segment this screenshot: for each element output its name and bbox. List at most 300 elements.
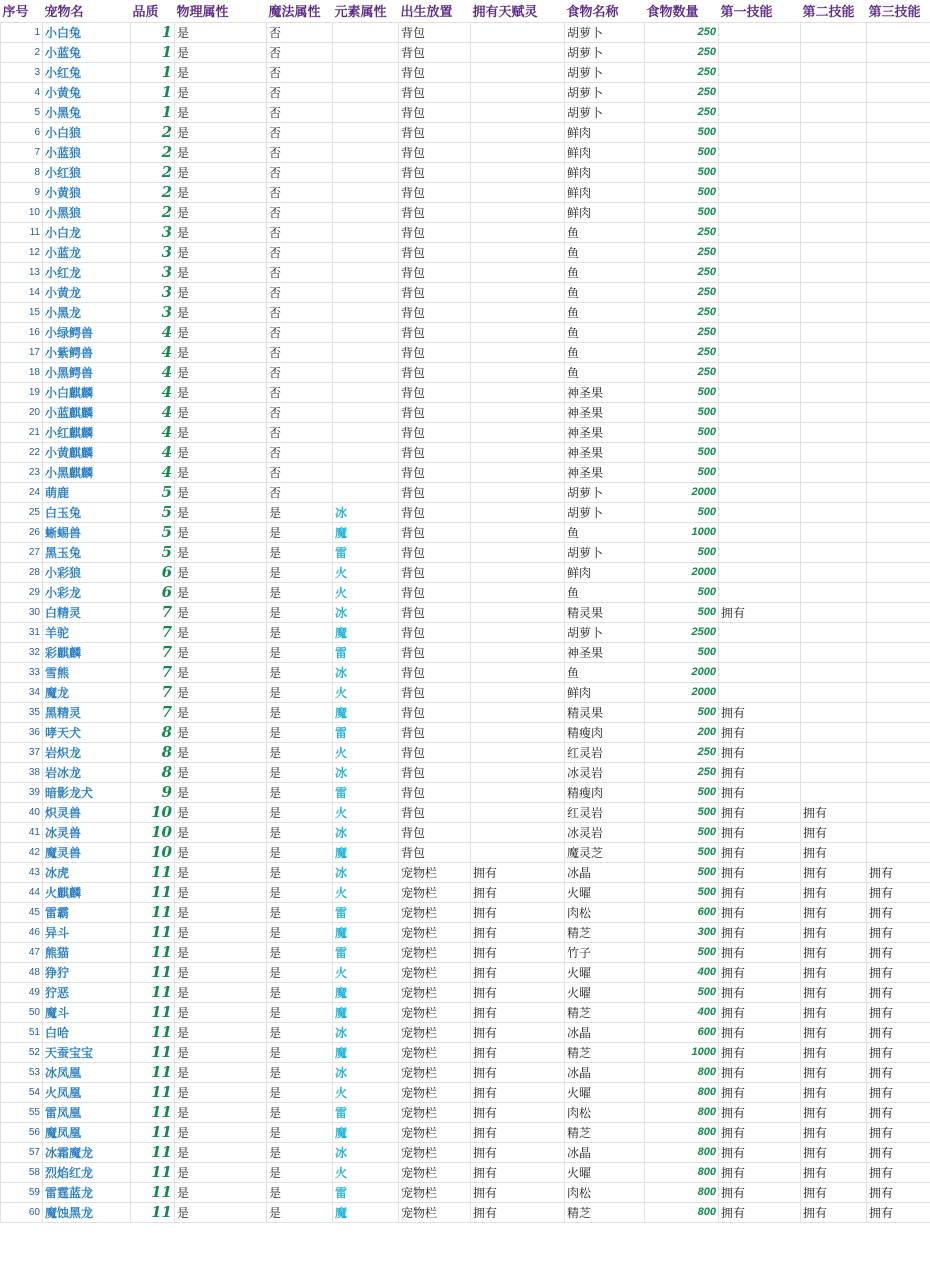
cell-skill-1[interactable] bbox=[719, 42, 801, 62]
cell-food-quantity[interactable]: 800 bbox=[645, 1122, 719, 1142]
cell-spawn-location[interactable]: 背包 bbox=[399, 442, 471, 462]
column-header-talent-spirit[interactable]: 拥有天赋灵 bbox=[471, 0, 565, 22]
column-header-food-name[interactable]: 食物名称 bbox=[565, 0, 645, 22]
cell-food-name[interactable]: 肉松 bbox=[565, 1102, 645, 1122]
cell-skill-3[interactable] bbox=[867, 82, 930, 102]
cell-skill-2[interactable] bbox=[801, 602, 867, 622]
cell-index[interactable]: 4 bbox=[1, 82, 43, 102]
cell-quality[interactable]: 1 bbox=[131, 22, 175, 42]
cell-food-name[interactable]: 红灵岩 bbox=[565, 742, 645, 762]
cell-skill-3[interactable] bbox=[867, 602, 930, 622]
cell-element[interactable]: 火 bbox=[333, 562, 399, 582]
cell-quality[interactable]: 4 bbox=[131, 342, 175, 362]
cell-physical[interactable]: 是 bbox=[175, 922, 267, 942]
cell-skill-3[interactable]: 拥有 bbox=[867, 1102, 930, 1122]
cell-spawn-location[interactable]: 宠物栏 bbox=[399, 922, 471, 942]
cell-skill-3[interactable]: 拥有 bbox=[867, 1142, 930, 1162]
cell-quality[interactable]: 11 bbox=[131, 1062, 175, 1082]
cell-magic[interactable]: 是 bbox=[267, 802, 333, 822]
cell-talent-spirit[interactable]: 拥有 bbox=[471, 1102, 565, 1122]
cell-spawn-location[interactable]: 宠物栏 bbox=[399, 1122, 471, 1142]
cell-skill-3[interactable] bbox=[867, 502, 930, 522]
cell-skill-2[interactable] bbox=[801, 422, 867, 442]
cell-spawn-location[interactable]: 背包 bbox=[399, 402, 471, 422]
cell-magic[interactable]: 是 bbox=[267, 582, 333, 602]
cell-quality[interactable]: 11 bbox=[131, 1182, 175, 1202]
cell-element[interactable]: 冰 bbox=[333, 1142, 399, 1162]
cell-magic[interactable]: 否 bbox=[267, 182, 333, 202]
cell-index[interactable]: 15 bbox=[1, 302, 43, 322]
cell-spawn-location[interactable]: 背包 bbox=[399, 702, 471, 722]
cell-spawn-location[interactable]: 背包 bbox=[399, 502, 471, 522]
cell-talent-spirit[interactable] bbox=[471, 442, 565, 462]
cell-index[interactable]: 31 bbox=[1, 622, 43, 642]
cell-skill-1[interactable]: 拥有 bbox=[719, 902, 801, 922]
cell-physical[interactable]: 是 bbox=[175, 522, 267, 542]
cell-food-name[interactable]: 鱼 bbox=[565, 242, 645, 262]
cell-food-quantity[interactable]: 250 bbox=[645, 42, 719, 62]
cell-index[interactable]: 3 bbox=[1, 62, 43, 82]
cell-magic[interactable]: 是 bbox=[267, 742, 333, 762]
cell-physical[interactable]: 是 bbox=[175, 762, 267, 782]
cell-skill-2[interactable] bbox=[801, 262, 867, 282]
cell-food-name[interactable]: 魔灵芝 bbox=[565, 842, 645, 862]
cell-pet-name[interactable]: 白哈 bbox=[43, 1022, 131, 1042]
cell-physical[interactable]: 是 bbox=[175, 842, 267, 862]
cell-food-quantity[interactable]: 250 bbox=[645, 762, 719, 782]
cell-index[interactable]: 54 bbox=[1, 1082, 43, 1102]
cell-index[interactable]: 6 bbox=[1, 122, 43, 142]
cell-physical[interactable]: 是 bbox=[175, 742, 267, 762]
cell-food-quantity[interactable]: 500 bbox=[645, 442, 719, 462]
cell-spawn-location[interactable]: 背包 bbox=[399, 322, 471, 342]
cell-skill-2[interactable] bbox=[801, 482, 867, 502]
cell-pet-name[interactable]: 火麒麟 bbox=[43, 882, 131, 902]
cell-skill-1[interactable] bbox=[719, 642, 801, 662]
cell-food-quantity[interactable]: 500 bbox=[645, 822, 719, 842]
cell-skill-2[interactable]: 拥有 bbox=[801, 1102, 867, 1122]
cell-spawn-location[interactable]: 宠物栏 bbox=[399, 962, 471, 982]
cell-index[interactable]: 32 bbox=[1, 642, 43, 662]
cell-food-quantity[interactable]: 500 bbox=[645, 422, 719, 442]
column-header-physical[interactable]: 物理属性 bbox=[175, 0, 267, 22]
cell-talent-spirit[interactable] bbox=[471, 742, 565, 762]
cell-physical[interactable]: 是 bbox=[175, 142, 267, 162]
cell-skill-1[interactable]: 拥有 bbox=[719, 842, 801, 862]
cell-food-quantity[interactable]: 500 bbox=[645, 162, 719, 182]
cell-pet-name[interactable]: 异斗 bbox=[43, 922, 131, 942]
cell-index[interactable]: 25 bbox=[1, 502, 43, 522]
cell-talent-spirit[interactable]: 拥有 bbox=[471, 1142, 565, 1162]
cell-pet-name[interactable]: 蜥蜴兽 bbox=[43, 522, 131, 542]
cell-food-quantity[interactable]: 500 bbox=[645, 942, 719, 962]
cell-element[interactable] bbox=[333, 62, 399, 82]
cell-food-name[interactable]: 冰晶 bbox=[565, 1022, 645, 1042]
cell-food-quantity[interactable]: 250 bbox=[645, 82, 719, 102]
cell-element[interactable] bbox=[333, 182, 399, 202]
cell-magic[interactable]: 是 bbox=[267, 1022, 333, 1042]
cell-skill-1[interactable] bbox=[719, 22, 801, 42]
cell-magic[interactable]: 否 bbox=[267, 282, 333, 302]
cell-element[interactable] bbox=[333, 382, 399, 402]
cell-element[interactable] bbox=[333, 462, 399, 482]
cell-food-quantity[interactable]: 500 bbox=[645, 182, 719, 202]
cell-skill-1[interactable]: 拥有 bbox=[719, 602, 801, 622]
cell-skill-2[interactable]: 拥有 bbox=[801, 802, 867, 822]
cell-food-quantity[interactable]: 300 bbox=[645, 922, 719, 942]
cell-magic[interactable]: 是 bbox=[267, 1042, 333, 1062]
cell-spawn-location[interactable]: 背包 bbox=[399, 162, 471, 182]
cell-skill-1[interactable]: 拥有 bbox=[719, 1042, 801, 1062]
cell-food-name[interactable]: 精瘦肉 bbox=[565, 722, 645, 742]
cell-talent-spirit[interactable]: 拥有 bbox=[471, 1162, 565, 1182]
cell-pet-name[interactable]: 小彩龙 bbox=[43, 582, 131, 602]
cell-skill-3[interactable]: 拥有 bbox=[867, 1062, 930, 1082]
cell-food-name[interactable]: 胡萝卜 bbox=[565, 622, 645, 642]
cell-skill-2[interactable] bbox=[801, 762, 867, 782]
cell-skill-1[interactable]: 拥有 bbox=[719, 1142, 801, 1162]
cell-talent-spirit[interactable]: 拥有 bbox=[471, 882, 565, 902]
cell-element[interactable]: 雷 bbox=[333, 1182, 399, 1202]
cell-spawn-location[interactable]: 宠物栏 bbox=[399, 1202, 471, 1222]
cell-pet-name[interactable]: 熊猫 bbox=[43, 942, 131, 962]
cell-food-quantity[interactable]: 500 bbox=[645, 542, 719, 562]
cell-element[interactable] bbox=[333, 302, 399, 322]
cell-spawn-location[interactable]: 宠物栏 bbox=[399, 1002, 471, 1022]
cell-skill-2[interactable] bbox=[801, 302, 867, 322]
cell-pet-name[interactable]: 小黑龙 bbox=[43, 302, 131, 322]
cell-food-name[interactable]: 精芝 bbox=[565, 1002, 645, 1022]
cell-skill-1[interactable]: 拥有 bbox=[719, 762, 801, 782]
cell-food-name[interactable]: 鲜肉 bbox=[565, 162, 645, 182]
cell-magic[interactable]: 否 bbox=[267, 422, 333, 442]
cell-food-name[interactable]: 火曜 bbox=[565, 882, 645, 902]
cell-physical[interactable]: 是 bbox=[175, 302, 267, 322]
cell-food-name[interactable]: 胡萝卜 bbox=[565, 82, 645, 102]
cell-spawn-location[interactable]: 背包 bbox=[399, 742, 471, 762]
cell-talent-spirit[interactable] bbox=[471, 322, 565, 342]
cell-food-name[interactable]: 精灵果 bbox=[565, 702, 645, 722]
cell-skill-1[interactable] bbox=[719, 322, 801, 342]
cell-quality[interactable]: 6 bbox=[131, 562, 175, 582]
cell-skill-1[interactable] bbox=[719, 122, 801, 142]
cell-talent-spirit[interactable] bbox=[471, 562, 565, 582]
cell-skill-3[interactable]: 拥有 bbox=[867, 942, 930, 962]
cell-physical[interactable]: 是 bbox=[175, 602, 267, 622]
cell-food-name[interactable]: 鱼 bbox=[565, 322, 645, 342]
cell-index[interactable]: 46 bbox=[1, 922, 43, 942]
column-header-food-quantity[interactable]: 食物数量 bbox=[645, 0, 719, 22]
cell-physical[interactable]: 是 bbox=[175, 1102, 267, 1122]
cell-food-quantity[interactable]: 600 bbox=[645, 1022, 719, 1042]
cell-food-quantity[interactable]: 500 bbox=[645, 502, 719, 522]
cell-skill-1[interactable] bbox=[719, 522, 801, 542]
cell-skill-2[interactable] bbox=[801, 142, 867, 162]
cell-pet-name[interactable]: 小蓝狼 bbox=[43, 142, 131, 162]
cell-food-name[interactable]: 火曜 bbox=[565, 1162, 645, 1182]
cell-index[interactable]: 56 bbox=[1, 1122, 43, 1142]
cell-quality[interactable]: 11 bbox=[131, 1162, 175, 1182]
cell-physical[interactable]: 是 bbox=[175, 562, 267, 582]
cell-spawn-location[interactable]: 宠物栏 bbox=[399, 1042, 471, 1062]
cell-quality[interactable]: 8 bbox=[131, 722, 175, 742]
cell-quality[interactable]: 7 bbox=[131, 702, 175, 722]
cell-physical[interactable]: 是 bbox=[175, 222, 267, 242]
cell-index[interactable]: 8 bbox=[1, 162, 43, 182]
cell-quality[interactable]: 7 bbox=[131, 602, 175, 622]
cell-talent-spirit[interactable] bbox=[471, 822, 565, 842]
cell-element[interactable]: 冰 bbox=[333, 862, 399, 882]
cell-food-name[interactable]: 鱼 bbox=[565, 302, 645, 322]
cell-quality[interactable]: 1 bbox=[131, 82, 175, 102]
cell-skill-2[interactable]: 拥有 bbox=[801, 862, 867, 882]
cell-element[interactable] bbox=[333, 242, 399, 262]
cell-pet-name[interactable]: 小红麒麟 bbox=[43, 422, 131, 442]
cell-skill-2[interactable] bbox=[801, 42, 867, 62]
cell-magic[interactable]: 否 bbox=[267, 162, 333, 182]
cell-skill-1[interactable] bbox=[719, 682, 801, 702]
cell-food-quantity[interactable]: 800 bbox=[645, 1162, 719, 1182]
cell-index[interactable]: 41 bbox=[1, 822, 43, 842]
cell-food-quantity[interactable]: 500 bbox=[645, 122, 719, 142]
cell-skill-2[interactable] bbox=[801, 22, 867, 42]
cell-physical[interactable]: 是 bbox=[175, 162, 267, 182]
cell-magic[interactable]: 是 bbox=[267, 562, 333, 582]
cell-element[interactable]: 火 bbox=[333, 1162, 399, 1182]
cell-talent-spirit[interactable] bbox=[471, 782, 565, 802]
cell-element[interactable]: 魔 bbox=[333, 522, 399, 542]
cell-element[interactable]: 雷 bbox=[333, 642, 399, 662]
cell-index[interactable]: 12 bbox=[1, 242, 43, 262]
cell-magic[interactable]: 是 bbox=[267, 862, 333, 882]
cell-food-name[interactable]: 神圣果 bbox=[565, 442, 645, 462]
cell-quality[interactable]: 3 bbox=[131, 302, 175, 322]
cell-physical[interactable]: 是 bbox=[175, 362, 267, 382]
cell-physical[interactable]: 是 bbox=[175, 982, 267, 1002]
cell-talent-spirit[interactable] bbox=[471, 462, 565, 482]
cell-talent-spirit[interactable] bbox=[471, 582, 565, 602]
cell-index[interactable]: 28 bbox=[1, 562, 43, 582]
cell-skill-3[interactable]: 拥有 bbox=[867, 1082, 930, 1102]
column-header-quality[interactable]: 品质 bbox=[131, 0, 175, 22]
cell-food-quantity[interactable]: 250 bbox=[645, 62, 719, 82]
cell-magic[interactable]: 是 bbox=[267, 842, 333, 862]
cell-food-name[interactable]: 鲜肉 bbox=[565, 562, 645, 582]
cell-food-name[interactable]: 精芝 bbox=[565, 1122, 645, 1142]
cell-index[interactable]: 43 bbox=[1, 862, 43, 882]
cell-magic[interactable]: 是 bbox=[267, 762, 333, 782]
cell-element[interactable] bbox=[333, 262, 399, 282]
cell-magic[interactable]: 是 bbox=[267, 902, 333, 922]
cell-skill-3[interactable] bbox=[867, 782, 930, 802]
cell-food-name[interactable]: 火曜 bbox=[565, 1082, 645, 1102]
cell-skill-2[interactable] bbox=[801, 342, 867, 362]
cell-talent-spirit[interactable] bbox=[471, 402, 565, 422]
cell-skill-2[interactable] bbox=[801, 782, 867, 802]
cell-pet-name[interactable]: 岩炽龙 bbox=[43, 742, 131, 762]
cell-magic[interactable]: 是 bbox=[267, 1002, 333, 1022]
cell-pet-name[interactable]: 小紫鳄兽 bbox=[43, 342, 131, 362]
cell-physical[interactable]: 是 bbox=[175, 882, 267, 902]
cell-element[interactable]: 魔 bbox=[333, 1122, 399, 1142]
cell-element[interactable]: 火 bbox=[333, 802, 399, 822]
cell-food-quantity[interactable]: 500 bbox=[645, 142, 719, 162]
cell-skill-1[interactable] bbox=[719, 202, 801, 222]
cell-food-quantity[interactable]: 200 bbox=[645, 722, 719, 742]
cell-food-name[interactable]: 冰晶 bbox=[565, 1062, 645, 1082]
cell-skill-1[interactable]: 拥有 bbox=[719, 1202, 801, 1222]
cell-skill-3[interactable]: 拥有 bbox=[867, 862, 930, 882]
cell-quality[interactable]: 5 bbox=[131, 502, 175, 522]
cell-skill-3[interactable]: 拥有 bbox=[867, 1202, 930, 1222]
cell-skill-3[interactable]: 拥有 bbox=[867, 882, 930, 902]
cell-element[interactable] bbox=[333, 42, 399, 62]
cell-skill-1[interactable]: 拥有 bbox=[719, 862, 801, 882]
cell-skill-1[interactable] bbox=[719, 182, 801, 202]
cell-element[interactable]: 火 bbox=[333, 682, 399, 702]
cell-element[interactable]: 火 bbox=[333, 962, 399, 982]
cell-magic[interactable]: 是 bbox=[267, 822, 333, 842]
cell-skill-2[interactable] bbox=[801, 682, 867, 702]
cell-talent-spirit[interactable] bbox=[471, 622, 565, 642]
cell-talent-spirit[interactable] bbox=[471, 682, 565, 702]
cell-magic[interactable]: 否 bbox=[267, 222, 333, 242]
cell-pet-name[interactable]: 白精灵 bbox=[43, 602, 131, 622]
cell-food-quantity[interactable]: 800 bbox=[645, 1202, 719, 1222]
cell-quality[interactable]: 11 bbox=[131, 862, 175, 882]
cell-skill-3[interactable]: 拥有 bbox=[867, 1022, 930, 1042]
cell-physical[interactable]: 是 bbox=[175, 202, 267, 222]
cell-index[interactable]: 51 bbox=[1, 1022, 43, 1042]
cell-skill-3[interactable] bbox=[867, 22, 930, 42]
cell-element[interactable]: 冰 bbox=[333, 662, 399, 682]
cell-physical[interactable]: 是 bbox=[175, 402, 267, 422]
cell-physical[interactable]: 是 bbox=[175, 42, 267, 62]
cell-pet-name[interactable]: 小白兔 bbox=[43, 22, 131, 42]
cell-magic[interactable]: 是 bbox=[267, 1122, 333, 1142]
cell-magic[interactable]: 否 bbox=[267, 402, 333, 422]
cell-skill-3[interactable] bbox=[867, 682, 930, 702]
cell-spawn-location[interactable]: 背包 bbox=[399, 762, 471, 782]
cell-element[interactable] bbox=[333, 342, 399, 362]
cell-pet-name[interactable]: 冰虎 bbox=[43, 862, 131, 882]
cell-index[interactable]: 37 bbox=[1, 742, 43, 762]
cell-spawn-location[interactable]: 背包 bbox=[399, 622, 471, 642]
cell-skill-2[interactable]: 拥有 bbox=[801, 902, 867, 922]
cell-pet-name[interactable]: 冰霜魔龙 bbox=[43, 1142, 131, 1162]
cell-quality[interactable]: 7 bbox=[131, 642, 175, 662]
cell-magic[interactable]: 是 bbox=[267, 962, 333, 982]
cell-talent-spirit[interactable] bbox=[471, 662, 565, 682]
cell-physical[interactable]: 是 bbox=[175, 1042, 267, 1062]
cell-element[interactable]: 魔 bbox=[333, 1202, 399, 1222]
cell-food-name[interactable]: 精灵果 bbox=[565, 602, 645, 622]
cell-food-name[interactable]: 鲜肉 bbox=[565, 142, 645, 162]
cell-quality[interactable]: 11 bbox=[131, 1202, 175, 1222]
cell-element[interactable] bbox=[333, 482, 399, 502]
cell-skill-2[interactable] bbox=[801, 502, 867, 522]
cell-magic[interactable]: 是 bbox=[267, 1102, 333, 1122]
cell-spawn-location[interactable]: 背包 bbox=[399, 242, 471, 262]
cell-element[interactable] bbox=[333, 322, 399, 342]
cell-skill-2[interactable] bbox=[801, 162, 867, 182]
cell-spawn-location[interactable]: 背包 bbox=[399, 382, 471, 402]
cell-spawn-location[interactable]: 宠物栏 bbox=[399, 1082, 471, 1102]
cell-pet-name[interactable]: 冰灵兽 bbox=[43, 822, 131, 842]
cell-food-name[interactable]: 鲜肉 bbox=[565, 182, 645, 202]
cell-pet-name[interactable]: 岩冰龙 bbox=[43, 762, 131, 782]
column-header-skill-1[interactable]: 第一技能 bbox=[719, 0, 801, 22]
cell-magic[interactable]: 是 bbox=[267, 1142, 333, 1162]
cell-quality[interactable]: 7 bbox=[131, 622, 175, 642]
cell-element[interactable]: 冰 bbox=[333, 762, 399, 782]
cell-pet-name[interactable]: 黑玉兔 bbox=[43, 542, 131, 562]
cell-spawn-location[interactable]: 背包 bbox=[399, 82, 471, 102]
cell-quality[interactable]: 11 bbox=[131, 902, 175, 922]
cell-skill-1[interactable] bbox=[719, 422, 801, 442]
cell-physical[interactable]: 是 bbox=[175, 22, 267, 42]
cell-spawn-location[interactable]: 背包 bbox=[399, 642, 471, 662]
cell-skill-1[interactable]: 拥有 bbox=[719, 882, 801, 902]
cell-food-quantity[interactable]: 500 bbox=[645, 882, 719, 902]
cell-skill-2[interactable] bbox=[801, 722, 867, 742]
cell-quality[interactable]: 8 bbox=[131, 742, 175, 762]
cell-quality[interactable]: 1 bbox=[131, 102, 175, 122]
cell-pet-name[interactable]: 小白狼 bbox=[43, 122, 131, 142]
cell-magic[interactable]: 否 bbox=[267, 382, 333, 402]
cell-spawn-location[interactable]: 宠物栏 bbox=[399, 862, 471, 882]
cell-quality[interactable]: 2 bbox=[131, 182, 175, 202]
cell-skill-3[interactable] bbox=[867, 322, 930, 342]
cell-element[interactable]: 魔 bbox=[333, 1002, 399, 1022]
cell-food-name[interactable]: 胡萝卜 bbox=[565, 22, 645, 42]
cell-magic[interactable]: 否 bbox=[267, 442, 333, 462]
cell-food-name[interactable]: 胡萝卜 bbox=[565, 502, 645, 522]
cell-food-quantity[interactable]: 250 bbox=[645, 242, 719, 262]
cell-index[interactable]: 10 bbox=[1, 202, 43, 222]
cell-element[interactable]: 雷 bbox=[333, 1102, 399, 1122]
cell-physical[interactable]: 是 bbox=[175, 242, 267, 262]
cell-food-name[interactable]: 神圣果 bbox=[565, 462, 645, 482]
cell-index[interactable]: 55 bbox=[1, 1102, 43, 1122]
cell-skill-1[interactable]: 拥有 bbox=[719, 1022, 801, 1042]
cell-pet-name[interactable]: 小白龙 bbox=[43, 222, 131, 242]
cell-food-quantity[interactable]: 500 bbox=[645, 582, 719, 602]
cell-food-quantity[interactable]: 800 bbox=[645, 1142, 719, 1162]
cell-skill-2[interactable]: 拥有 bbox=[801, 1182, 867, 1202]
cell-spawn-location[interactable]: 背包 bbox=[399, 102, 471, 122]
cell-skill-3[interactable] bbox=[867, 822, 930, 842]
cell-quality[interactable]: 11 bbox=[131, 1102, 175, 1122]
cell-physical[interactable]: 是 bbox=[175, 1162, 267, 1182]
cell-skill-1[interactable] bbox=[719, 562, 801, 582]
cell-quality[interactable]: 2 bbox=[131, 122, 175, 142]
cell-skill-2[interactable]: 拥有 bbox=[801, 1122, 867, 1142]
cell-spawn-location[interactable]: 宠物栏 bbox=[399, 1182, 471, 1202]
cell-food-quantity[interactable]: 250 bbox=[645, 362, 719, 382]
cell-pet-name[interactable]: 萌鹿 bbox=[43, 482, 131, 502]
cell-skill-3[interactable]: 拥有 bbox=[867, 1122, 930, 1142]
cell-food-quantity[interactable]: 250 bbox=[645, 342, 719, 362]
cell-element[interactable]: 冰 bbox=[333, 1022, 399, 1042]
cell-index[interactable]: 9 bbox=[1, 182, 43, 202]
cell-food-quantity[interactable]: 250 bbox=[645, 282, 719, 302]
cell-food-quantity[interactable]: 250 bbox=[645, 302, 719, 322]
cell-physical[interactable]: 是 bbox=[175, 702, 267, 722]
cell-food-name[interactable]: 精芝 bbox=[565, 922, 645, 942]
cell-quality[interactable]: 10 bbox=[131, 822, 175, 842]
cell-quality[interactable]: 2 bbox=[131, 162, 175, 182]
